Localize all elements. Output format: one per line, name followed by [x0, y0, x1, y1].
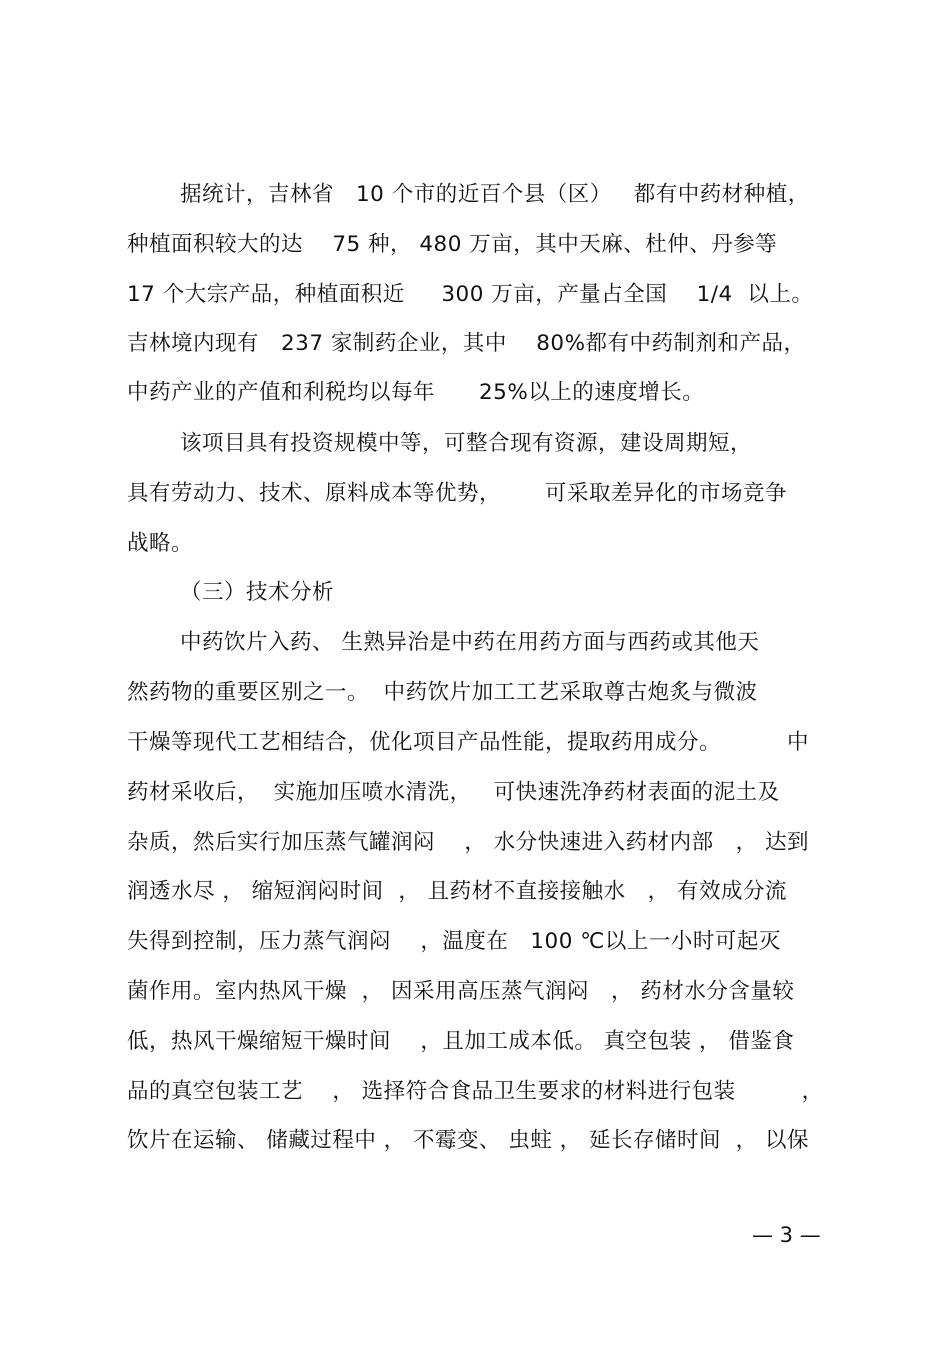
text-line: 17 个大宗产品，种植面积近 300 万亩，产量占全国 1/4 以上。 [127, 282, 814, 307]
text-line: 具有劳动力、技术、原料成本等优势， 可采取差异化的市场竞争 [127, 481, 788, 506]
text-line: 药材采收后， 实施加压喷水清洗， 可快速洗净药材表面的泥土及 [127, 780, 780, 805]
text-line: 中药产业的产值和利税均以每年 25%以上的速度增长。 [127, 380, 705, 405]
text-line: 饮片在运输、 储藏过程中 ， 不霉变、 虫蛀 ， 延长存储时间 ， 以保 [127, 1128, 810, 1153]
text-line: 吉林境内现有 237 家制药企业，其中 80%都有中药制剂和产品， [127, 331, 806, 356]
page-number: — 3 — [752, 1223, 821, 1247]
text-line: 战略。 [127, 531, 194, 556]
text-line: 干燥等现代工艺相结合，优化项目产品性能，提取药用成分。 中 [127, 730, 810, 755]
text-line: 品的真空包装工艺 ， 选择符合食品卫生要求的材料进行包装 ， [127, 1079, 824, 1104]
text-line: 润透水尽 ， 缩短润闷时间 ， 且药材不直接接触水 ， 有效成分流 [127, 879, 788, 904]
text-line: 杂质，然后实行加压蒸气罐润闷 ， 水分快速进入药材内部 ， 达到 [127, 830, 810, 855]
text-line: 失得到控制，压力蒸气润闷 ，温度在 100 ℃以上一小时可起灭 [127, 929, 781, 954]
text-line: 然药物的重要区别之一。 中药饮片加工工艺采取尊古炮炙与微波 [127, 680, 758, 705]
text-line: 种植面积较大的达 75 种， 480 万亩，其中天麻、杜仲、丹参等 [127, 232, 778, 257]
text-line: 该项目具有投资规模中等，可整合现有资源，建设周期短， [180, 431, 753, 456]
text-line: 菌作用。室内热风干燥 ， 因采用高压蒸气润闷 ， 药材水分含量较 [127, 979, 795, 1004]
section-heading: （三）技术分析 [180, 580, 335, 605]
text-line: 据统计，吉林省 10 个市的近百个县（区） 都有中药材种植， [180, 182, 810, 207]
text-line: 中药饮片入药、 生熟异治是中药在用药方面与西药或其他天 [180, 630, 760, 655]
text-line: 低，热风干燥缩短干燥时间 ，且加工成本低。 真空包装 ， 借鉴食 [127, 1029, 795, 1054]
